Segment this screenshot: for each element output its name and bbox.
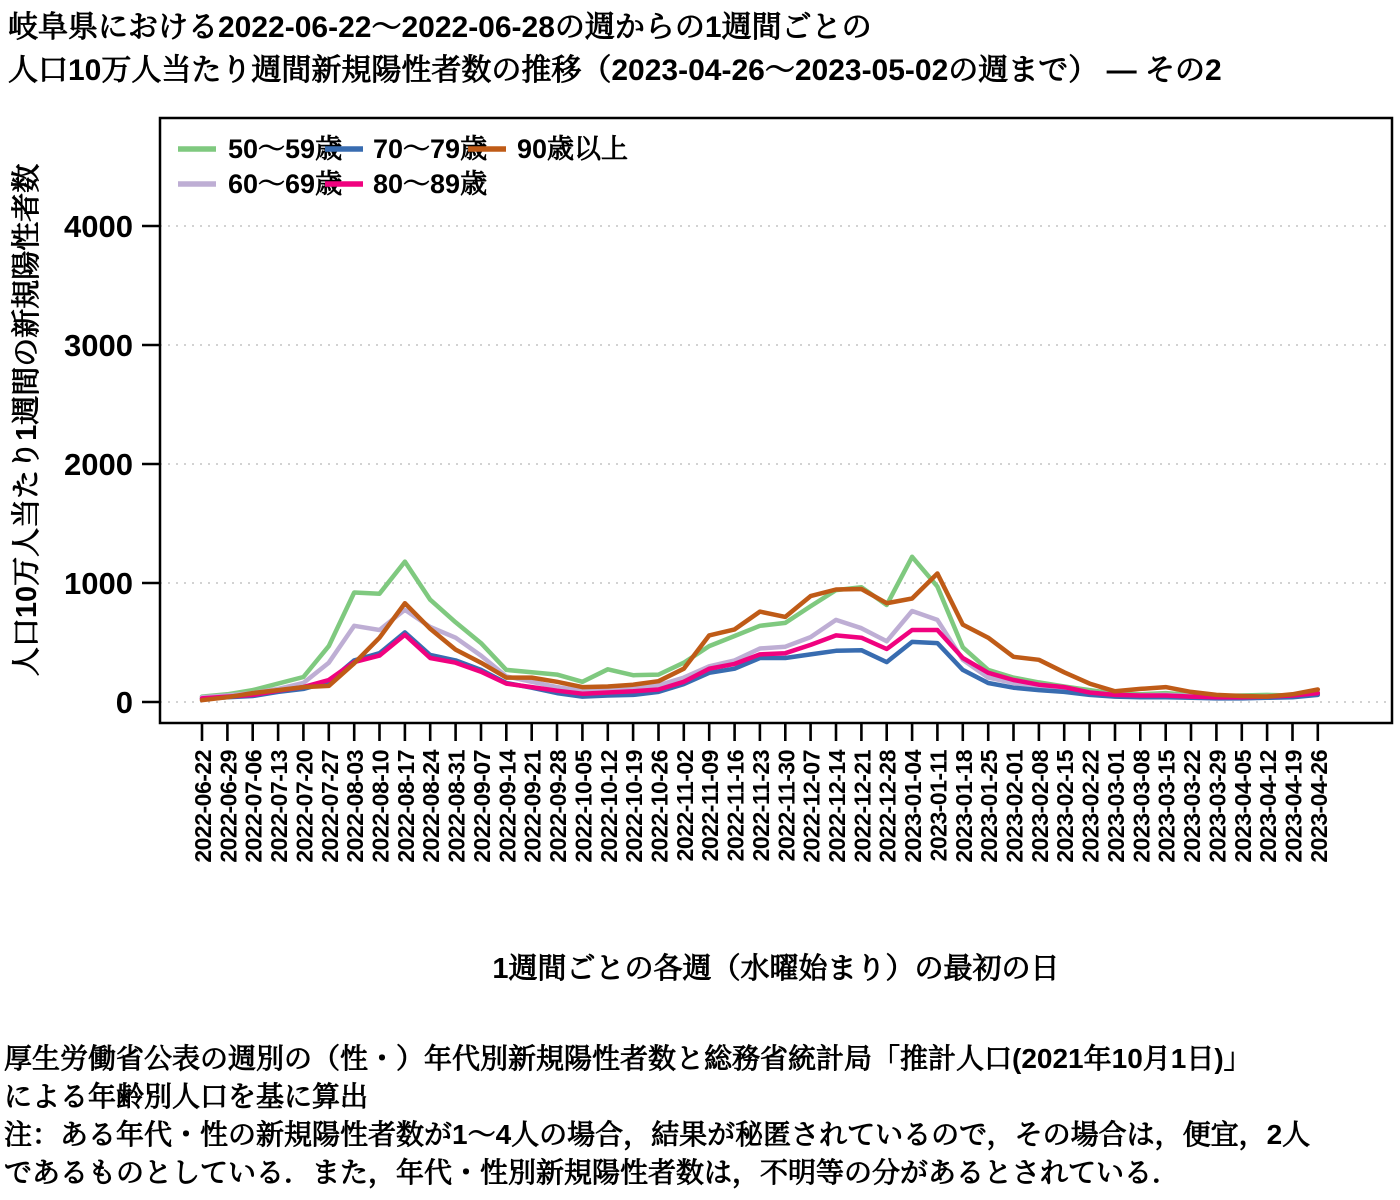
x-tick-label-22: 2022-11-23 [747,750,774,862]
x-tick-label-23: 2022-11-30 [773,750,800,862]
legend-label-2: 70〜79歳 [373,134,488,164]
x-tick-label-33: 2023-02-08 [1026,750,1053,863]
x-tick-label-41: 2023-04-05 [1229,750,1256,863]
x-tick-label-31: 2023-01-25 [976,749,1003,863]
x-tick-label-15: 2022-10-05 [570,750,597,863]
chart-title-line1: 岐阜県における2022-06-22〜2022-06-28の週からの1週間ごとの [8,11,872,44]
x-tick-label-30: 2023-01-18 [950,750,977,863]
x-tick-label-4: 2022-07-20 [291,750,318,863]
x-tick-label-7: 2022-08-10 [367,750,394,863]
x-tick-label-12: 2022-09-14 [494,750,521,863]
x-tick-label-37: 2023-03-08 [1128,750,1155,863]
x-tick-label-18: 2022-10-26 [646,750,673,863]
x-tick-label-0: 2022-06-22 [190,750,216,863]
y-tick-label-2000: 2000 [64,447,133,482]
y-axis-title: 人口10万人当たり1週間の新規陽性者数 [11,163,43,677]
x-tick-label-43: 2023-04-19 [1280,750,1307,863]
x-tick-label-44: 2023-04-26 [1305,750,1332,863]
source-note-line4: であるものとしている．また，年代・性別新規陽性者数は，不明等の分があるとされている． [4,1157,1181,1188]
x-tick-label-2: 2022-07-06 [240,750,267,863]
x-tick-label-9: 2022-08-24 [418,750,445,863]
legend-label-3: 80〜89歳 [373,169,488,199]
x-tick-label-34: 2023-02-15 [1052,750,1079,863]
x-tick-label-29: 2023-01-11 [925,750,952,862]
x-tick-label-10: 2022-08-31 [443,750,470,863]
x-tick-label-36: 2023-03-01 [1103,750,1129,863]
source-note-line3: 注：ある年代・性の新規陽性者数が1〜4人の場合，結果が秘匿されているので，その場合は，便宜，2人 [4,1119,1311,1150]
legend-label-0: 50〜59歳 [228,134,343,164]
x-tick-label-26: 2022-12-21 [849,750,876,863]
x-tick-label-19: 2022-11-02 [671,750,698,862]
x-tick-label-32: 2023-02-01 [1001,750,1028,863]
x-tick-label-5: 2022-07-27 [316,750,343,863]
source-note [4,1040,1310,1192]
x-axis-title: 1週間ごとの各週（水曜始まり）の最初の日 [492,953,1060,985]
legend-label-1: 60〜69歳 [228,169,343,199]
x-tick-label-11: 2022-09-07 [469,750,495,863]
x-tick-label-8: 2022-08-17 [392,750,419,863]
x-tick-label-25: 2022-12-14 [824,750,850,863]
y-tick-label-0: 0 [115,685,133,720]
x-tick-label-40: 2023-03-29 [1204,750,1231,863]
x-tick-label-6: 2022-08-03 [342,750,369,863]
x-tick-label-35: 2023-02-22 [1077,750,1104,863]
x-tick-label-3: 2022-07-13 [266,750,293,863]
x-tick-label-16: 2022-10-12 [595,750,622,863]
x-tick-label-42: 2023-04-12 [1255,750,1282,863]
x-tick-label-27: 2022-12-28 [874,750,901,863]
x-tick-label-24: 2022-12-07 [798,750,825,863]
y-tick-label-4000: 4000 [64,209,133,244]
chart-title-line2: 人口10万人当たり週間新規陽性者数の推移（2023-04-26〜2023-05-02の週まで） ― その2 [8,54,1222,87]
y-tick-label-1000: 1000 [64,566,133,601]
source-note-line1: 厚生労働省公表の週別の（性・）年代別新規陽性者数と総務省統計局「推計人口(2021年10月1日)」 [4,1043,1252,1074]
x-tick-label-39: 2023-03-22 [1179,750,1205,863]
x-tick-label-38: 2023-03-15 [1153,750,1180,863]
y-tick-label-3000: 3000 [64,328,133,363]
legend-label-4: 90歳以上 [517,134,629,164]
x-tick-label-20: 2022-11-09 [697,750,724,862]
x-tick-label-13: 2022-09-21 [519,750,546,863]
x-tick-label-28: 2023-01-04 [900,750,927,863]
source-note-line2: による年齢別人口を基に算出 [4,1081,369,1112]
x-tick-label-17: 2022-10-19 [621,750,648,863]
x-tick-label-1: 2022-06-29 [215,750,242,863]
x-tick-label-21: 2022-11-16 [722,750,749,862]
plot-border [160,118,1392,723]
x-tick-label-14: 2022-09-28 [545,750,571,863]
